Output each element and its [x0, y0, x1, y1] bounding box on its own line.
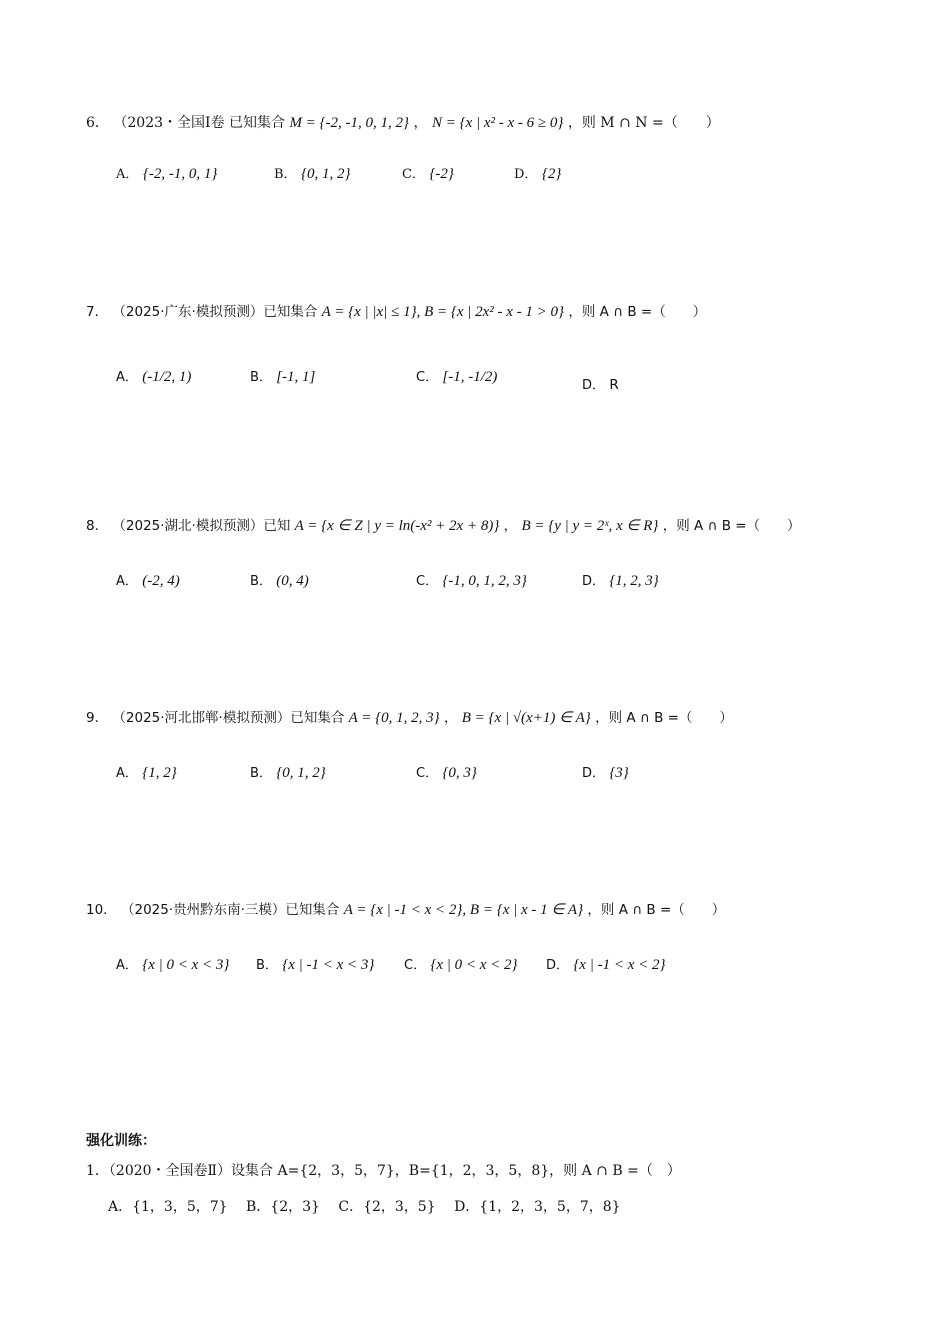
question-8-ask: ，则 A ∩ B =（ ） [662, 518, 801, 534]
option-label: C． [416, 766, 439, 781]
reinforce-question-1-options: A．{1，3，5，7} B．{2，3} C．{2，3，5} D．{1，2，3，5，7，8} [108, 1199, 621, 1215]
question-8-option-b[interactable] [250, 570, 309, 590]
option-label: B． [250, 574, 272, 589]
question-10-option-c[interactable] [404, 954, 518, 974]
question-6-set-n: N = {x | x² - x - 6 ≥ 0} [431, 115, 564, 131]
question-6-source: （2023・全国Ⅰ卷 已知集合 [113, 115, 285, 131]
question-10-option-b[interactable] [256, 954, 374, 974]
question-7-option-b[interactable] [250, 366, 315, 386]
question-8-option-d[interactable] [582, 570, 659, 590]
option-value: (0, 4) [276, 573, 309, 589]
question-7-stem [86, 300, 706, 321]
option-value: {x | -1 < x < 2} [573, 957, 666, 973]
question-6-stem [86, 112, 720, 132]
reinforce-heading: 强化训练： [86, 1133, 156, 1149]
question-10-option-a[interactable] [116, 954, 229, 974]
question-6-set-m: M = {-2, -1, 0, 1, 2} [289, 115, 410, 131]
question-6-option-c[interactable] [402, 163, 454, 183]
question-10-sets: A = {x | -1 < x < 2}, B = {x | x - 1 ∈ A} [343, 902, 584, 918]
option-label: A． [116, 958, 138, 973]
question-9-source: （2025·河北邯郸·模拟预测）已知集合 [112, 710, 345, 726]
option-value: {0, 1, 2} [276, 765, 326, 781]
option-label: D． [582, 766, 606, 781]
question-7-number: 7． [86, 304, 109, 320]
question-6-sep: ， [413, 115, 428, 131]
question-6-option-b[interactable] [274, 163, 351, 183]
option-value: {0, 1, 2} [301, 166, 351, 182]
option-label: B． [274, 167, 297, 182]
option-value: R [609, 377, 619, 393]
option-label: A． [116, 370, 138, 385]
option-value: {x | 0 < x < 3} [142, 957, 230, 973]
option-label: D． [582, 378, 606, 393]
question-6-ask: ，则 M ∩ N =（ ） [567, 115, 720, 131]
option-label: A． [116, 574, 138, 589]
option-value: {-2, -1, 0, 1} [142, 166, 218, 182]
reinforce-question-1-stem: 1．（2020・全国卷Ⅱ）设集合 A={2，3，5，7}，B={1，2，3，5，8}，则 A ∩ B =（ ） [86, 1163, 681, 1179]
option-value: {x | -1 < x < 3} [282, 957, 375, 973]
option-label: D． [582, 574, 606, 589]
option-value: {x | 0 < x < 2} [430, 957, 518, 973]
question-9-ask: ，则 A ∩ B =（ ） [595, 710, 733, 726]
option-value: {2} [541, 166, 562, 182]
option-label: C． [402, 167, 425, 182]
question-7-option-c[interactable] [416, 366, 497, 386]
question-7-source: （2025·广东·模拟预测）已知集合 [112, 304, 318, 320]
question-7-sets: A = {x | |x| ≤ 1}, B = {x | 2x² - x - 1 > 0} [321, 304, 565, 320]
question-10-ask: ，则 A ∩ B =（ ） [587, 902, 726, 918]
question-8-set-b: B = {y | y = 2ˣ, x ∈ R} [521, 518, 659, 534]
option-value: {3} [609, 765, 629, 781]
question-9-set-a: A = {0, 1, 2, 3} [348, 710, 440, 726]
question-10-source: （2025·贵州黔东南·三模）已知集合 [120, 902, 340, 918]
option-value: (-2, 4) [142, 573, 180, 589]
option-value: {1, 2, 3} [609, 573, 659, 589]
question-8-stem [86, 514, 801, 535]
question-8-source: （2025·湖北·模拟预测）已知 [112, 518, 291, 534]
question-6-number: 6． [86, 115, 109, 131]
option-value: {-1, 0, 1, 2, 3} [442, 573, 527, 589]
question-9-option-c[interactable] [416, 762, 477, 782]
question-9-option-d[interactable] [582, 762, 629, 782]
option-label: C． [404, 958, 427, 973]
question-9-option-b[interactable] [250, 762, 326, 782]
option-value: {1, 2} [142, 765, 177, 781]
question-6-option-d[interactable] [514, 163, 561, 183]
option-value: [-1, -1/2) [442, 369, 498, 385]
question-8-number: 8． [86, 518, 109, 534]
option-label: A． [116, 167, 139, 182]
question-8-sep: ， [503, 518, 518, 534]
option-value: {-2} [429, 166, 454, 182]
question-10-option-d[interactable] [546, 954, 666, 974]
question-9-set-b: B = {x | √(x+1) ∈ A} [461, 710, 591, 726]
option-label: C． [416, 574, 439, 589]
question-10-number: 10． [86, 902, 117, 918]
question-8-option-c[interactable] [416, 570, 527, 590]
question-9-option-a[interactable] [116, 762, 177, 782]
question-7-ask: ，则 A ∩ B =（ ） [568, 304, 707, 320]
question-9-stem [86, 706, 733, 727]
question-7-option-a[interactable] [116, 366, 191, 386]
option-label: D． [514, 167, 538, 182]
option-value: {0, 3} [442, 765, 477, 781]
option-label: D． [546, 958, 570, 973]
question-6-option-a[interactable] [116, 163, 217, 183]
question-9-number: 9． [86, 710, 109, 726]
option-label: B． [256, 958, 278, 973]
option-label: B． [250, 370, 272, 385]
option-label: A． [116, 766, 138, 781]
option-label: B． [250, 766, 272, 781]
option-value: (-1/2, 1) [142, 369, 192, 385]
question-8-option-a[interactable] [116, 570, 180, 590]
question-7-option-d[interactable] [582, 374, 619, 393]
option-value: [-1, 1] [276, 369, 316, 385]
option-label: C． [416, 370, 439, 385]
question-9-sep: ， [443, 710, 458, 726]
question-8-set-a: A = {x ∈ Z | y = ln(-x² + 2x + 8)} [294, 518, 500, 534]
question-10-stem [86, 898, 725, 919]
